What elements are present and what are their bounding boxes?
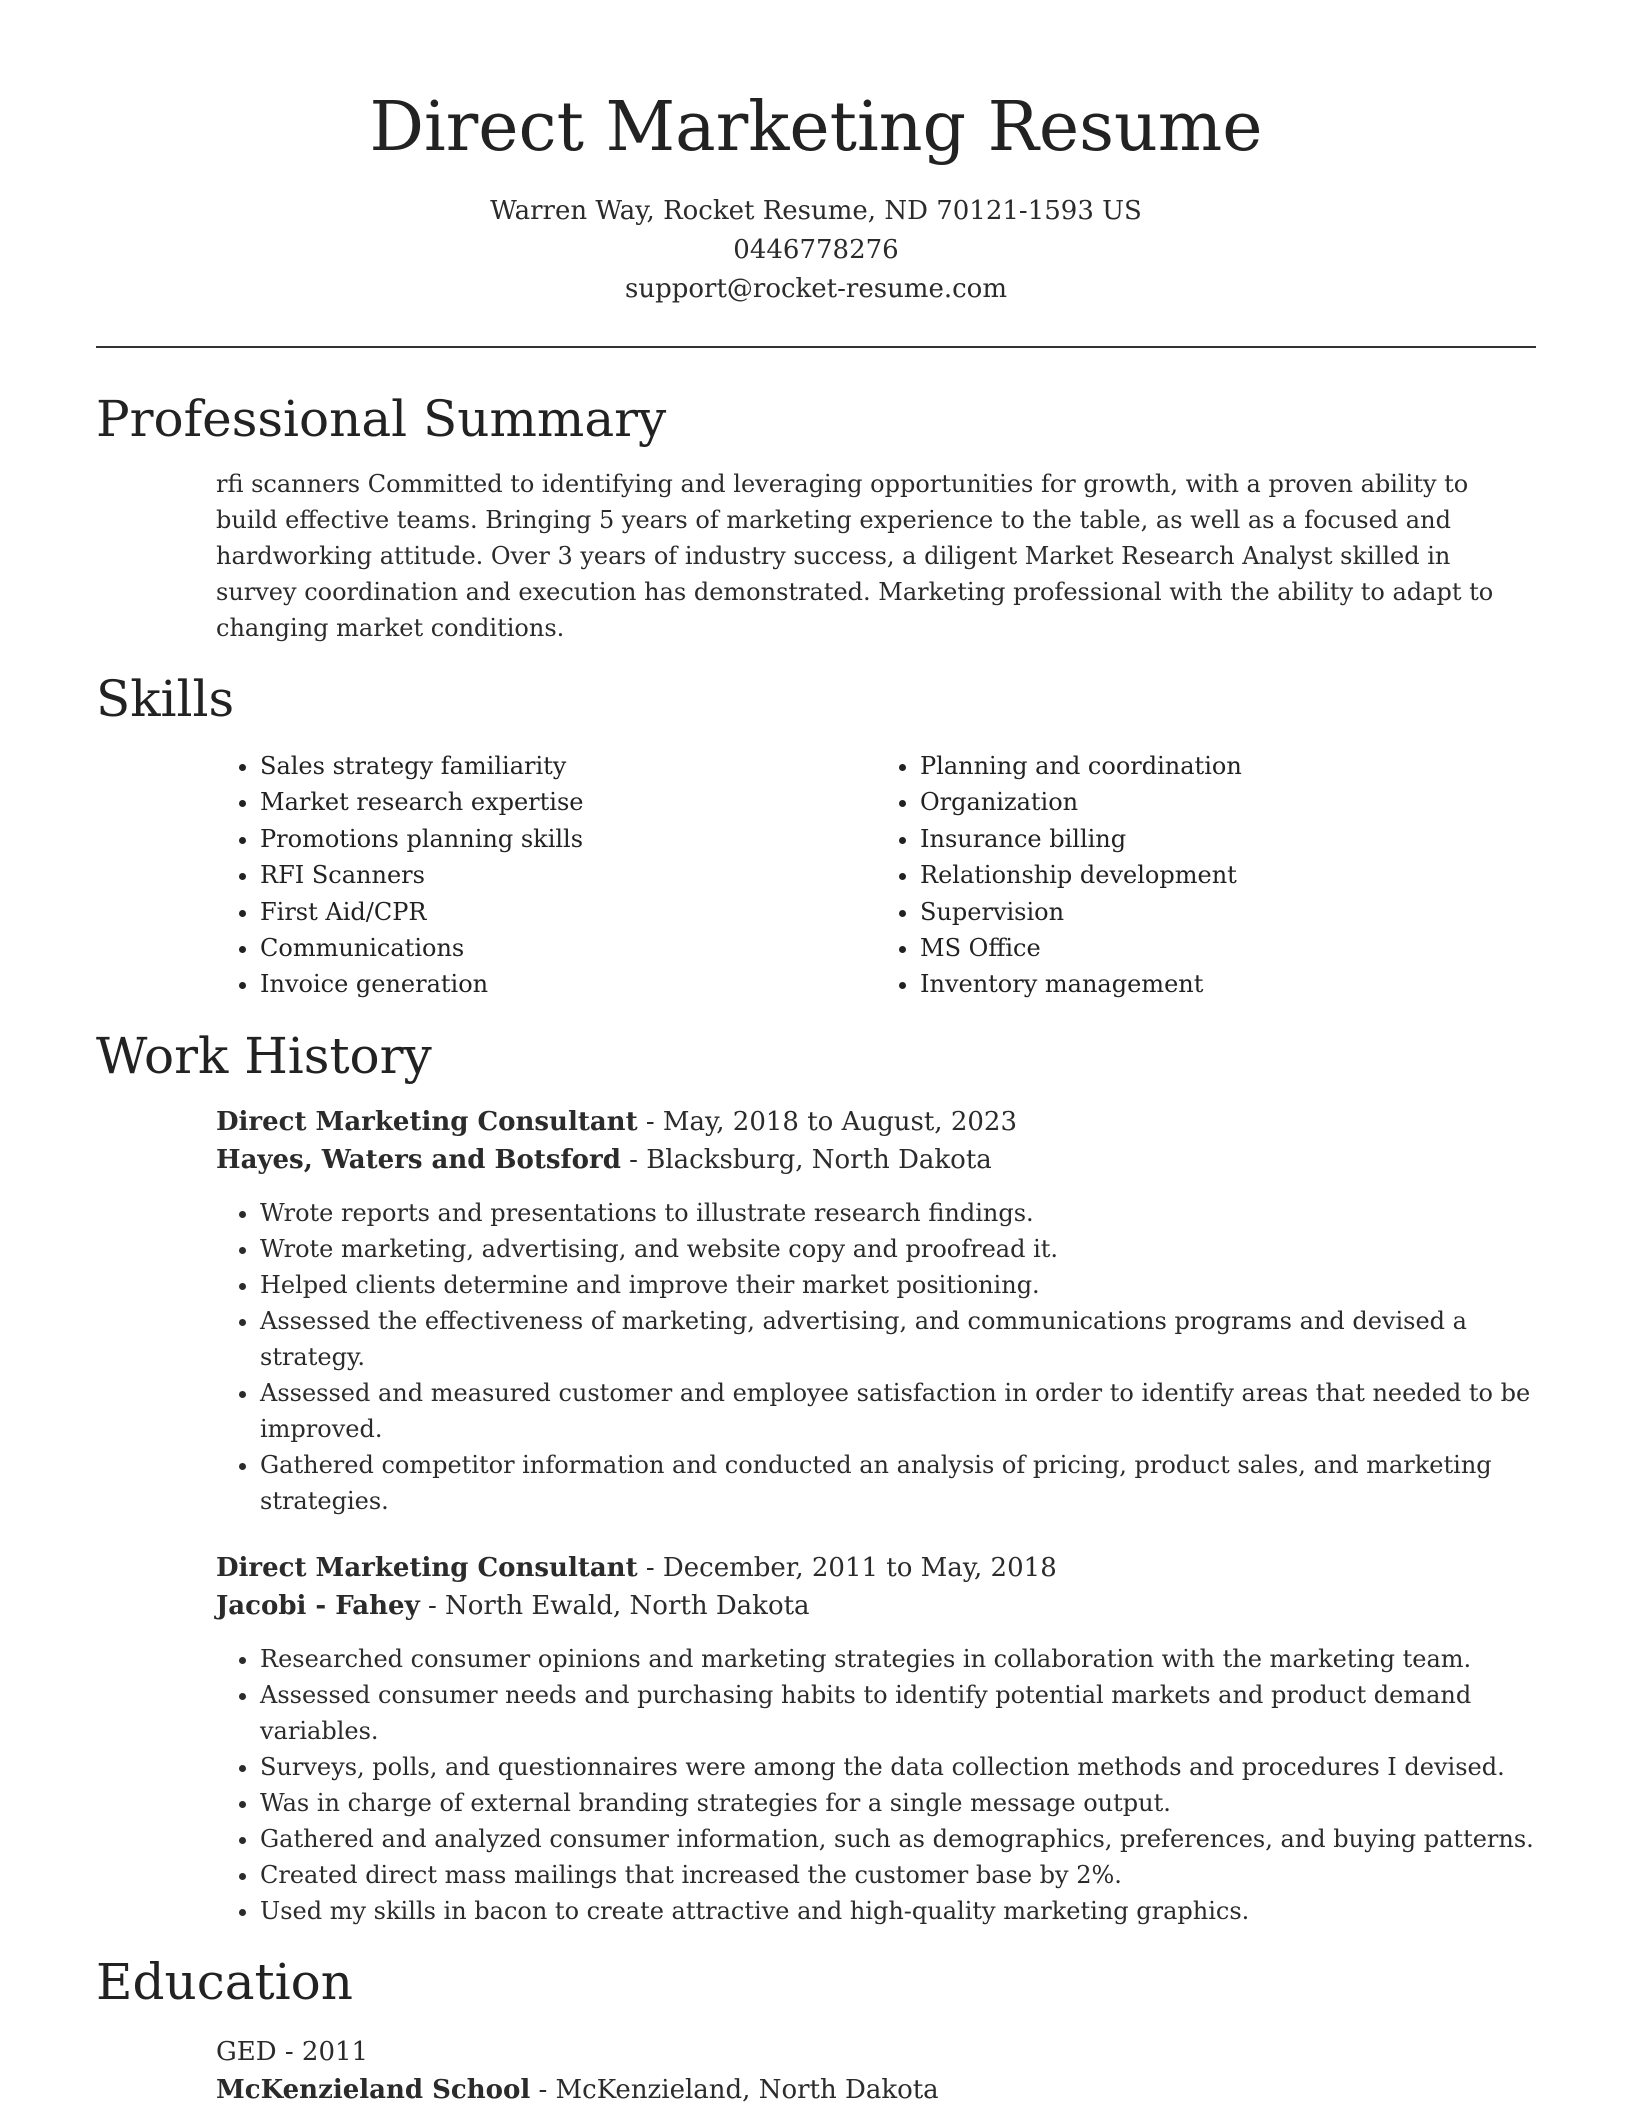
job-entry <box>216 1103 1536 1519</box>
education-section <box>96 1951 1536 2109</box>
job-bullet: • Helped clients determine and improve their market positioning. <box>260 1267 1536 1303</box>
summary-heading: Professional Summary <box>96 390 667 448</box>
education-school-line <box>216 2071 1536 2109</box>
skills-list-right <box>876 748 1536 1003</box>
job-bullet: • Gathered and analyzed consumer information, such as demographics, preferences, and buying patterns. <box>260 1821 1536 1857</box>
skill-item: • Inventory management <box>920 966 1536 1002</box>
job-bullet: • Assessed consumer needs and purchasing habits to identify potential markets and product demand variables. <box>260 1677 1536 1749</box>
skill-item: • MS Office <box>920 930 1536 966</box>
education-year: - 2011 <box>276 2036 369 2067</box>
job-bullet: • Researched consumer opinions and marketing strategies in collaboration with the marketing team. <box>260 1641 1536 1677</box>
skill-item: • Insurance billing <box>920 821 1536 857</box>
job-dates: - May, 2018 to August, 2023 <box>637 1106 1017 1137</box>
job-bullet: • Assessed and measured customer and employee satisfaction in order to identify areas that needed to be improved. <box>260 1375 1536 1447</box>
skill-item: • Market research expertise <box>260 784 876 820</box>
job-location: - Blacksburg, North Dakota <box>620 1144 992 1175</box>
job-title-line <box>216 1549 1536 1587</box>
job-bullets <box>216 1195 1536 1519</box>
job-title-line <box>216 1103 1536 1141</box>
job-company-line <box>216 1141 1536 1179</box>
work-history-heading: Work History <box>96 1026 432 1085</box>
contact-email: support@rocket-resume.com <box>624 274 1007 304</box>
education-school: McKenzieland School <box>216 2074 531 2105</box>
job-bullet: • Gathered competitor information and conducted an analysis of pricing, product sales, and marketing strategies. <box>260 1447 1536 1519</box>
job-bullet: • Surveys, polls, and questionnaires were among the data collection methods and procedures I devised. <box>260 1749 1536 1785</box>
skills-heading: Skills <box>96 670 235 728</box>
job-dates: - December, 2011 to May, 2018 <box>637 1552 1057 1583</box>
job-bullet: • Used my skills in bacon to create attractive and high-quality marketing graphics. <box>260 1893 1536 1929</box>
skill-item: • Organization <box>920 784 1536 820</box>
job-bullet: • Was in charge of external branding strategies for a single message output. <box>260 1785 1536 1821</box>
header-divider <box>96 346 1536 348</box>
skills-columns <box>216 748 1536 1003</box>
job-title: Direct Marketing Consultant <box>216 1552 638 1583</box>
resume-title: Direct Marketing Resume <box>369 88 1263 167</box>
skill-item: • Relationship development <box>920 857 1536 893</box>
skill-item: • First Aid/CPR <box>260 894 876 930</box>
summary-section <box>96 388 1536 646</box>
skill-item: • RFI Scanners <box>260 857 876 893</box>
education-location: - McKenzieland, North Dakota <box>530 2074 939 2105</box>
work-history-section <box>96 1025 1536 1929</box>
education-entry <box>216 2033 1536 2109</box>
job-bullets <box>216 1641 1536 1929</box>
skill-item: • Planning and coordination <box>920 748 1536 784</box>
education-degree: GED <box>216 2036 277 2067</box>
skills-list-left <box>216 748 876 1003</box>
job-company: Jacobi - Fahey <box>216 1590 420 1621</box>
job-bullet: • Created direct mass mailings that increased the customer base by 2%. <box>260 1857 1536 1893</box>
education-degree-line <box>216 2033 1536 2071</box>
job-company: Hayes, Waters and Botsford <box>216 1144 621 1175</box>
skill-item: • Supervision <box>920 894 1536 930</box>
contact-block <box>96 192 1536 309</box>
contact-address: Warren Way, Rocket Resume, ND 70121-1593 US <box>490 196 1142 226</box>
job-entry <box>216 1549 1536 1929</box>
job-location: - North Ewald, North Dakota <box>419 1590 810 1621</box>
resume-header <box>96 0 1536 309</box>
skill-item: • Invoice generation <box>260 966 876 1002</box>
skill-item: • Communications <box>260 930 876 966</box>
skills-section <box>96 668 1536 1003</box>
contact-phone: 0446778276 <box>733 235 899 265</box>
resume-page <box>96 0 1536 2112</box>
job-bullet: • Assessed the effectiveness of marketing, advertising, and communications programs and devised a strategy. <box>260 1303 1536 1375</box>
education-heading: Education <box>96 1952 353 2011</box>
job-title: Direct Marketing Consultant <box>216 1106 638 1137</box>
job-bullet: • Wrote reports and presentations to illustrate research findings. <box>260 1195 1536 1231</box>
job-company-line <box>216 1587 1536 1625</box>
job-bullet: • Wrote marketing, advertising, and website copy and proofread it. <box>260 1231 1536 1267</box>
skill-item: • Promotions planning skills <box>260 821 876 857</box>
summary-text: rfi scanners Committed to identifying and leveraging opportunities for growth, with a proven ability to build effective teams. Bringing 5 years of marketing experience to the table, as well as a focused and hardworking attitude. Over 3 years of industry success, a diligent Market Research Analyst skilled in survey coordination and execution has demonstrated. Marketing professional with the ability to adapt to changing market conditions. <box>216 470 1494 642</box>
skill-item: • Sales strategy familiarity <box>260 748 876 784</box>
